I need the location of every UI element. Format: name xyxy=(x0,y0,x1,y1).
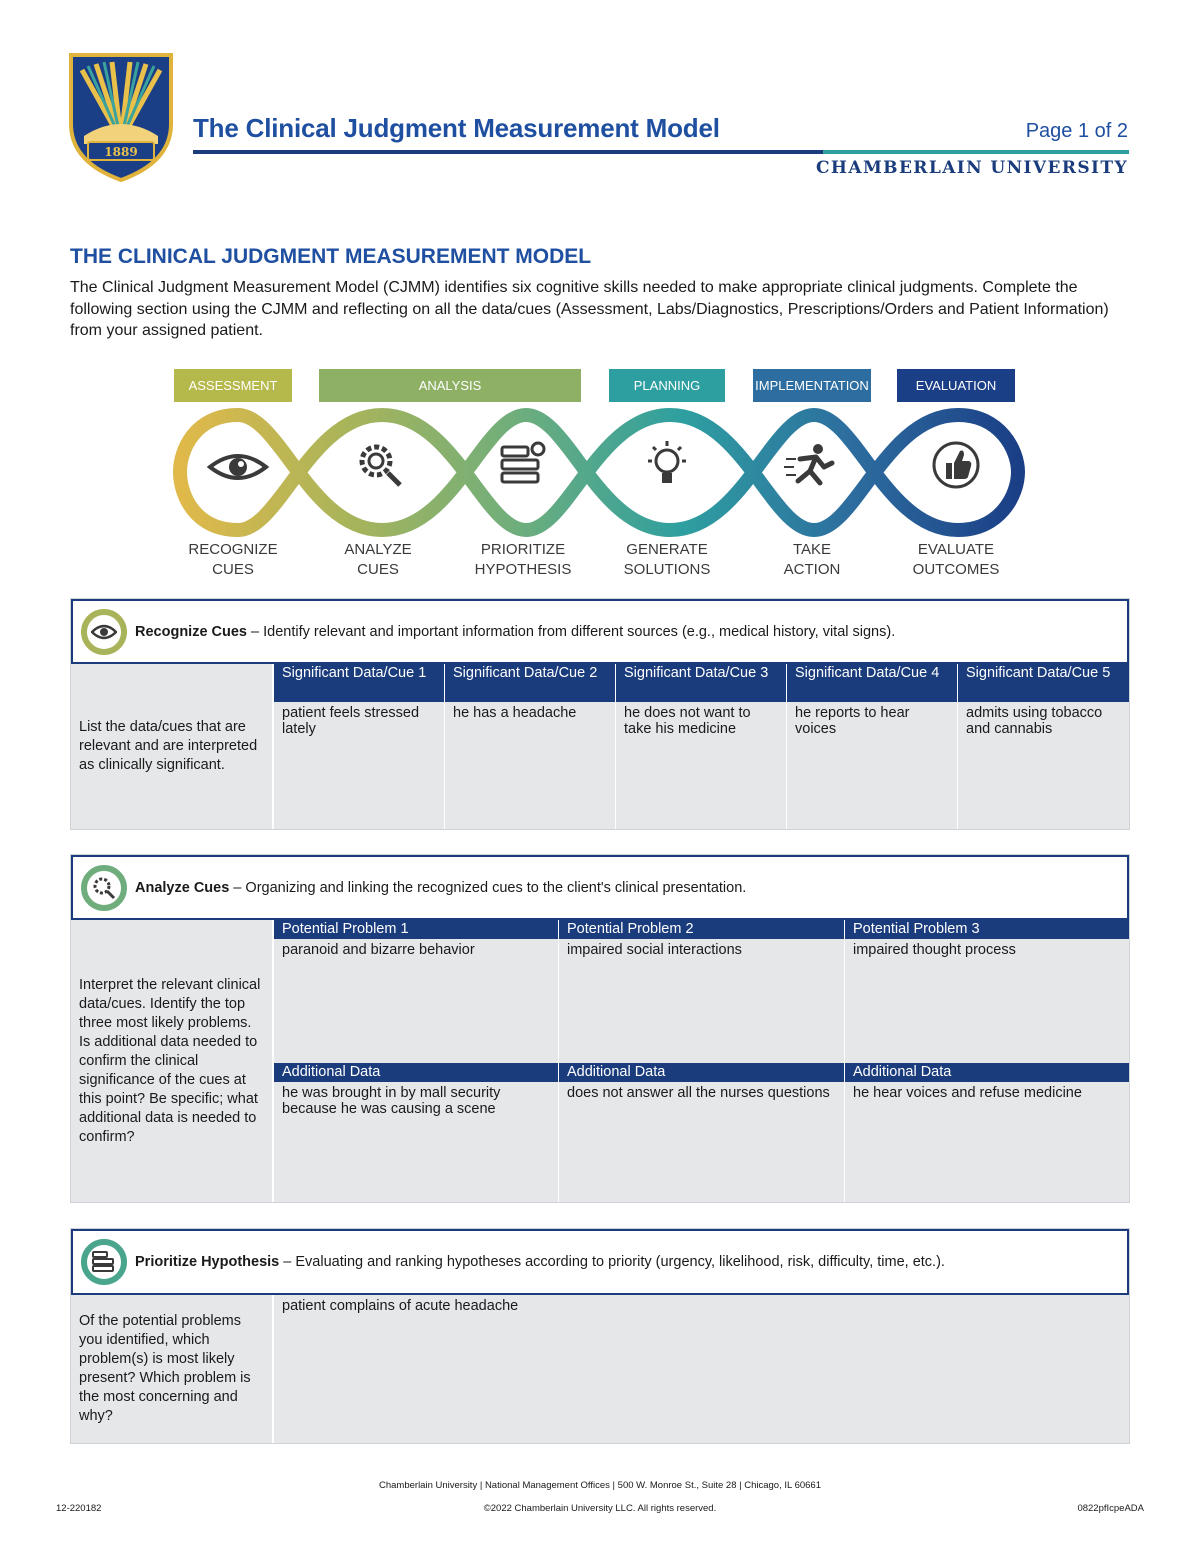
crest-year: 1889 xyxy=(104,145,138,159)
prioritize-hypothesis-title: Prioritize Hypothesis xyxy=(135,1254,280,1270)
analyze-cues-section xyxy=(70,854,1130,1203)
footer-address: Chamberlain University | National Management Offices | 500 W. Monroe St., Suite 28 | Chicago, IL 60661 xyxy=(379,1480,821,1491)
analyze-cues-title: Analyze Cues xyxy=(135,879,230,896)
prioritize-hypothesis-header xyxy=(71,1229,1129,1295)
footer-code-left: 12-220182 xyxy=(56,1503,102,1514)
step-recognize-cues: RECOGNIZE CUES xyxy=(188,541,278,578)
cue-header-4: Significant Data/Cue 4 xyxy=(787,664,957,702)
gear-magnifier-icon xyxy=(362,447,400,485)
cue-column-3 xyxy=(615,664,786,829)
step-generate-solutions: GENERATE SOLUTIONS xyxy=(623,541,711,578)
intro-paragraph: The Clinical Judgment Measurement Model (CJMM) identifies six cognitive skills needed to make appropriate clinical judgments. Complete the following section using the CJMM and reflecting on all the data/cues (Assessment, Labs/Diagnostics, Prescriptions/Orders and Patient Information) from your assigned patient. xyxy=(70,279,1109,339)
cue-value-5[interactable]: admits using tobacco and cannabis xyxy=(966,705,1103,737)
cue-header-5: Significant Data/Cue 5 xyxy=(958,664,1129,702)
step-prioritize-hypothesis: PRIORITIZE HYPOTHESIS xyxy=(474,541,572,578)
eye-icon xyxy=(210,456,266,478)
cjmm-wave-diagram xyxy=(170,405,1030,540)
prioritize-hypothesis-description: – Evaluating and ranking hypotheses according to priority (urgency, likelihood, risk, difficulty, time, etc.). xyxy=(279,1254,945,1270)
problem-value-3[interactable]: impaired thought process xyxy=(853,942,1016,958)
page-number: Page 1 of 2 xyxy=(1025,120,1128,142)
cue-header-1: Significant Data/Cue 1 xyxy=(274,664,444,702)
cue-value-1[interactable]: patient feels stressed lately xyxy=(282,705,420,737)
additional-value-1[interactable]: he was brought in by mall security because he was causing a scene xyxy=(282,1085,501,1117)
phase-implementation: IMPLEMENTATION xyxy=(753,369,871,402)
section-heading: THE CLINICAL JUDGMENT MEASUREMENT MODEL xyxy=(70,245,592,268)
thumbs-up-icon xyxy=(934,443,978,487)
university-name: CHAMBERLAIN UNIVERSITY xyxy=(815,158,1128,178)
problem-column-1 xyxy=(273,920,558,1202)
recognize-cues-description: – Identify relevant and important information from different sources (e.g., medical history, vital signs). xyxy=(247,623,896,640)
step-analyze-cues: ANALYZE CUES xyxy=(344,541,412,578)
page-title: The Clinical Judgment Measurement Model xyxy=(193,113,720,143)
additional-header-3: Additional Data xyxy=(845,1063,1129,1082)
step-take-action: TAKE ACTION xyxy=(783,541,841,578)
footer-code-right: 0822pfIcpeADA xyxy=(1077,1503,1144,1514)
list-icon xyxy=(502,443,544,482)
analyze-cues-header xyxy=(71,855,1129,920)
cue-column-4 xyxy=(786,664,957,829)
problem-header-3: Potential Problem 3 xyxy=(845,920,1129,939)
eye-icon xyxy=(81,609,127,655)
recognize-cues-title: Recognize Cues xyxy=(135,623,247,640)
prioritize-hypothesis-prompt: Of the potential problems you identified, which problem(s) is most likely present? Which problem is the most concerning and why? xyxy=(71,1295,273,1443)
additional-header-2: Additional Data xyxy=(559,1063,844,1082)
cue-column-1 xyxy=(273,664,444,829)
additional-header-1: Additional Data xyxy=(274,1063,558,1082)
phase-evaluation: EVALUATION xyxy=(897,369,1015,402)
cue-value-4[interactable]: he reports to hear voices xyxy=(795,705,910,737)
cue-value-3[interactable]: he does not want to take his medicine xyxy=(624,705,751,737)
header-divider-teal xyxy=(823,150,1129,154)
recognize-cues-header xyxy=(71,599,1129,664)
cue-value-2[interactable]: he has a headache xyxy=(453,705,577,721)
footer-copyright: ©2022 Chamberlain University LLC. All rights reserved. xyxy=(483,1503,717,1514)
step-evaluate-outcomes: EVALUATE OUTCOMES xyxy=(912,541,1000,578)
list-icon xyxy=(81,1239,127,1285)
cue-column-5 xyxy=(957,664,1129,829)
cue-column-2 xyxy=(444,664,615,829)
analyze-cues-description: – Organizing and linking the recognized cues to the client's clinical presentation. xyxy=(229,879,747,896)
header-divider-blue xyxy=(193,150,823,154)
prioritize-answer[interactable]: patient complains of acute headache xyxy=(282,1298,519,1314)
gear-magnifier-icon xyxy=(81,865,127,911)
additional-value-2[interactable]: does not answer all the nurses questions xyxy=(567,1085,830,1101)
cue-header-3: Significant Data/Cue 3 xyxy=(616,664,786,702)
prioritize-answer-column xyxy=(273,1295,1129,1443)
university-crest-logo xyxy=(68,52,174,182)
phase-assessment: ASSESSMENT xyxy=(174,369,292,402)
phase-planning: PLANNING xyxy=(609,369,725,402)
problem-column-3 xyxy=(844,920,1129,1202)
prioritize-hypothesis-section xyxy=(70,1228,1130,1444)
analyze-cues-prompt: Interpret the relevant clinical data/cues. Identify the top three most likely problems. Is additional data needed to confirm the clinical significance of the cues at this point? Be specific; what additional data is needed to confirm? xyxy=(71,920,273,1202)
phase-analysis: ANALYSIS xyxy=(319,369,581,402)
recognize-cues-prompt: List the data/cues that are relevant and are interpreted as clinically significant. xyxy=(71,664,273,829)
problem-value-2[interactable]: impaired social interactions xyxy=(567,942,742,958)
cue-header-2: Significant Data/Cue 2 xyxy=(445,664,615,702)
recognize-cues-section xyxy=(70,598,1130,830)
problem-value-1[interactable]: paranoid and bizarre behavior xyxy=(282,942,475,958)
problem-column-2 xyxy=(558,920,844,1202)
problem-header-2: Potential Problem 2 xyxy=(559,920,844,939)
lightbulb-icon xyxy=(648,441,686,483)
problem-header-1: Potential Problem 1 xyxy=(274,920,558,939)
additional-value-3[interactable]: he hear voices and refuse medicine xyxy=(853,1085,1082,1101)
runner-icon xyxy=(784,444,832,483)
